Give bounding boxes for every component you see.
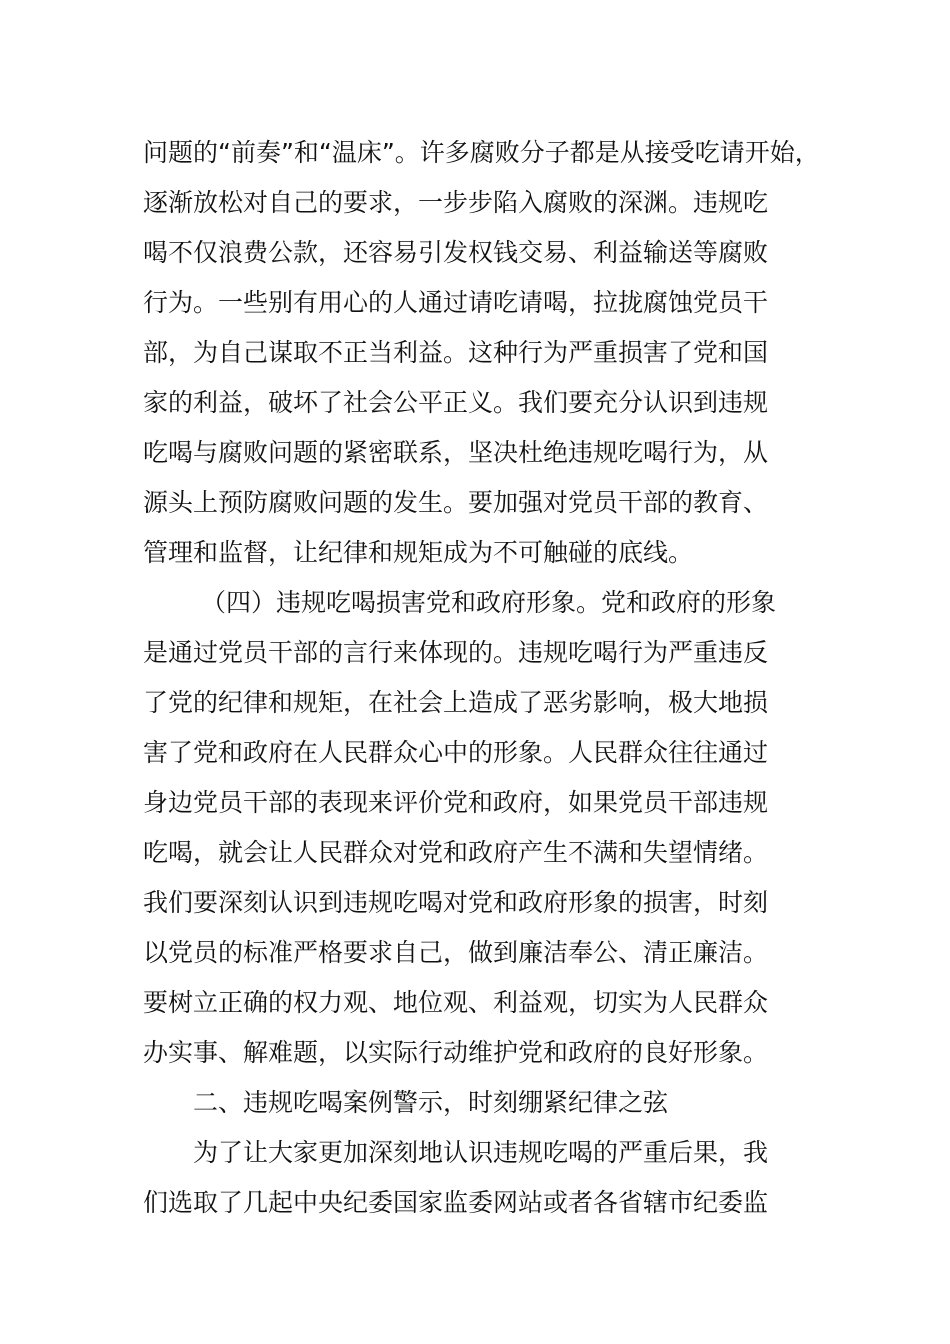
text-line: 行为。一些别有用心的人通过请吃请喝，拉拢腐蚀党员干 [143,288,769,317]
text-line: 是通过党员干部的言行来体现的。违规吃喝行为严重违反 [143,638,769,667]
text-line: 了党的纪律和规矩，在社会上造成了恶劣影响，极大地损 [143,688,769,717]
text-line: 害了党和政府在人民群众心中的形象。人民群众往往通过 [143,738,769,767]
text-line: 吃喝，就会让人民群众对党和政府产生不满和失望情绪。 [143,838,769,867]
text-line: 家的利益，破坏了社会公平正义。我们要充分认识到违规 [143,388,769,417]
document-body [143,128,833,1228]
text-line: 吃喝与腐败问题的紧密联系，坚决杜绝违规吃喝行为，从 [143,438,769,467]
text-line: 我们要深刻认识到违规吃喝对党和政府形象的损害，时刻 [143,888,769,917]
text-line: 身边党员干部的表现来评价党和政府，如果党员干部违规 [143,788,769,817]
text-line: 们选取了几起中央纪委国家监委网站或者各省辖市纪委监 [143,1188,769,1217]
text-line: 喝不仅浪费公款，还容易引发权钱交易、利益输送等腐败 [143,238,769,267]
text-line: 逐渐放松对自己的要求，一步步陷入腐败的深渊。违规吃 [143,188,769,217]
text-line: 为了让大家更加深刻地认识违规吃喝的严重后果，我 [193,1138,769,1167]
text-line: 以党员的标准严格要求自己，做到廉洁奉公、清正廉洁。 [143,938,769,967]
section-heading-four: （四）违规吃喝损害党和政府形象。党和政府的形象 [201,588,777,617]
text-line: 要树立正确的权力观、地位观、利益观，切实为人民群众 [143,988,769,1017]
text-line: 部，为自己谋取不正当利益。这种行为严重损害了党和国 [143,338,769,367]
section-heading-two: 二、违规吃喝案例警示，时刻绷紧纪律之弦 [193,1088,669,1117]
text-line: 管理和监督，让纪律和规矩成为不可触碰的底线。 [143,538,694,567]
text-line: 源头上预防腐败问题的发生。要加强对党员干部的教育、 [143,488,769,517]
text-line: 问题的“前奏”和“温床”。许多腐败分子都是从接受吃请开始， [143,138,820,167]
text-line: 办实事、解难题，以实际行动维护党和政府的良好形象。 [143,1038,769,1067]
